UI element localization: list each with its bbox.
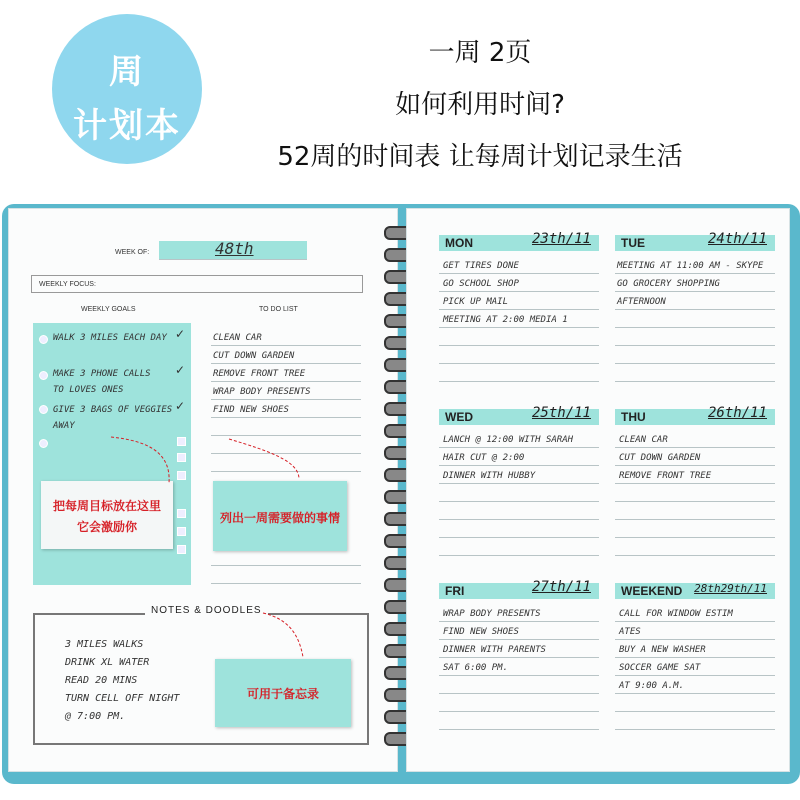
day-line (439, 465, 599, 466)
todo-line (211, 583, 361, 584)
headline-2: 如何利用时间? (395, 90, 565, 120)
day-line (439, 273, 599, 274)
day-entry: DINNER WITH HUBBY (443, 471, 536, 481)
day-block-fri (439, 579, 599, 743)
day-line (439, 483, 599, 484)
todo-callout (213, 481, 347, 551)
day-block-mon (439, 231, 599, 395)
day-line (615, 729, 775, 730)
day-entry: FIND NEW SHOES (443, 627, 519, 637)
note-item: DRINK XL WATER (65, 657, 150, 668)
day-entry: WRAP BODY PRESENTS (443, 609, 541, 619)
todo-line (211, 399, 361, 400)
todo-line (211, 363, 361, 364)
day-entry: CLEAN CAR (619, 435, 668, 445)
day-line (439, 675, 599, 676)
note-item: @ 7:00 PM. (65, 711, 126, 722)
day-name: THU (621, 410, 646, 424)
day-line (615, 345, 775, 346)
day-line (439, 729, 599, 730)
note-item: TURN CELL OFF NIGHT (65, 693, 180, 704)
day-line (439, 381, 599, 382)
day-block-tue (615, 231, 775, 395)
day-line (439, 657, 599, 658)
todo-item: CLEAN CAR (213, 333, 262, 343)
goal-checkbox[interactable] (177, 527, 186, 536)
day-line (439, 501, 599, 502)
todo-line (211, 381, 361, 382)
day-entry: CUT DOWN GARDEN (619, 453, 701, 463)
day-header (439, 231, 599, 251)
right-page (406, 208, 790, 772)
todo-list-label: TO DO LIST (259, 306, 298, 313)
day-line (615, 555, 775, 556)
day-date: 25th/11 (531, 405, 591, 421)
day-line (439, 711, 599, 712)
goal-checkbox[interactable] (177, 509, 186, 518)
day-line (439, 621, 599, 622)
day-date: 24th/11 (707, 231, 767, 247)
notes-callout (215, 659, 351, 727)
goal-bullet (39, 439, 48, 448)
day-entry: MEETING AT 11:00 AM - SKYPE (617, 261, 764, 271)
goals-callout-line-1: 把每周目标放在这里 (52, 499, 161, 513)
day-entry: BUY A NEW WASHER (619, 645, 706, 655)
goal-item: MAKE 3 PHONE CALLS (53, 369, 151, 379)
day-line (439, 447, 599, 448)
day-line (615, 363, 775, 364)
left-page (8, 208, 398, 772)
goal-bullet (39, 371, 48, 380)
day-block-thu (615, 405, 775, 569)
day-header (615, 405, 775, 425)
callout-arrows (99, 431, 339, 487)
day-line (615, 465, 775, 466)
notes-arrow (259, 609, 319, 661)
day-line (439, 309, 599, 310)
notes-label: NOTES & DOODLES (145, 605, 268, 616)
goal-item: GIVE 3 BAGS OF VEGGIES (53, 405, 173, 415)
day-header (615, 231, 775, 251)
weekly-focus-label: WEEKLY FOCUS: (39, 281, 96, 288)
day-name: FRI (445, 584, 465, 598)
todo-item: REMOVE FRONT TREE (213, 369, 306, 379)
day-entry: GO SCHOOL SHOP (443, 279, 519, 289)
day-line (439, 327, 599, 328)
day-line (615, 639, 775, 640)
week-of-label: WEEK OF: (115, 249, 150, 256)
day-name: WED (445, 410, 473, 424)
goal-bullet (39, 335, 48, 344)
day-line (615, 501, 775, 502)
day-line (615, 711, 775, 712)
day-entry: DINNER WITH PARENTS (443, 645, 546, 655)
check-mark-icon: ✓ (175, 327, 186, 341)
day-name: TUE (621, 236, 645, 250)
day-line (615, 381, 775, 382)
day-date: 23th/11 (531, 231, 591, 247)
day-entry: LANCH @ 12:00 WITH SARAH (443, 435, 574, 445)
todo-line (211, 565, 361, 566)
day-entry: REMOVE FRONT TREE (619, 471, 712, 481)
day-line (439, 639, 599, 640)
day-line (615, 537, 775, 538)
day-line (615, 447, 775, 448)
todo-line (211, 417, 361, 418)
day-header (439, 579, 599, 599)
day-entry: HAIR CUT @ 2:00 (443, 453, 525, 463)
notes-callout-text: 可用于备忘录 (246, 687, 319, 701)
day-entry: AT 9:00 A.M. (619, 681, 685, 691)
day-line (615, 309, 775, 310)
day-line (439, 537, 599, 538)
headline-1: 一周 2页 (428, 38, 532, 68)
day-entry: CALL FOR WINDOW ESTIM (619, 609, 733, 619)
goal-item: AWAY (53, 421, 75, 431)
day-line (439, 693, 599, 694)
day-entry: ATES (619, 627, 641, 637)
day-date: 28th29th/11 (694, 582, 767, 595)
day-line (439, 345, 599, 346)
weekly-goals-label: WEEKLY GOALS (81, 306, 136, 313)
day-line (439, 519, 599, 520)
day-line (615, 483, 775, 484)
todo-item: WRAP BODY PRESENTS (213, 387, 311, 397)
day-line (615, 327, 775, 328)
headline-3: 52周的时间表 让每周计划记录生活 (277, 142, 683, 172)
day-entry: MEETING AT 2:00 MEDIA 1 (443, 315, 568, 325)
todo-item: FIND NEW SHOES (213, 405, 289, 415)
day-entry: SAT 6:00 PM. (443, 663, 509, 673)
check-mark-icon: ✓ (175, 363, 186, 377)
day-line (439, 555, 599, 556)
goal-checkbox[interactable] (177, 545, 186, 554)
day-line (615, 693, 775, 694)
badge-line-1: 周 (109, 53, 145, 91)
goal-item: TO LOVES ONES (53, 385, 124, 395)
day-line (439, 291, 599, 292)
day-date: 26th/11 (707, 405, 767, 421)
day-line (615, 291, 775, 292)
goal-item: WALK 3 MILES EACH DAY (53, 333, 167, 343)
day-entry: SOCCER GAME SAT (619, 663, 701, 673)
day-line (615, 273, 775, 274)
day-line (615, 519, 775, 520)
todo-line (211, 345, 361, 346)
day-header (615, 583, 775, 599)
note-item: READ 20 MINS (65, 675, 138, 686)
day-header (439, 405, 599, 425)
day-date: 27th/11 (531, 579, 591, 595)
day-block-wed (439, 405, 599, 569)
day-entry: GO GROCERY SHOPPING (617, 279, 720, 289)
goals-callout-line-2: 它会激励你 (76, 520, 137, 534)
day-name: MON (445, 236, 473, 250)
day-entry: GET TIRES DONE (443, 261, 519, 271)
day-name: WEEKEND (621, 584, 683, 598)
day-entry: AFTERNOON (617, 297, 666, 307)
day-line (615, 657, 775, 658)
week-of-line (159, 259, 307, 260)
check-mark-icon: ✓ (175, 399, 186, 413)
todo-callout-text: 列出一周需要做的事情 (219, 511, 340, 525)
badge-line-2: 计划本 (73, 107, 181, 145)
day-entry: PICK UP MAIL (443, 297, 509, 307)
goals-callout (41, 481, 173, 549)
todo-item: CUT DOWN GARDEN (213, 351, 295, 361)
week-of-value: 48th (215, 239, 254, 258)
day-line (615, 621, 775, 622)
goal-bullet (39, 405, 48, 414)
day-block-weekend (615, 583, 775, 743)
day-line (615, 675, 775, 676)
note-item: 3 MILES WALKS (65, 639, 144, 650)
day-line (439, 363, 599, 364)
